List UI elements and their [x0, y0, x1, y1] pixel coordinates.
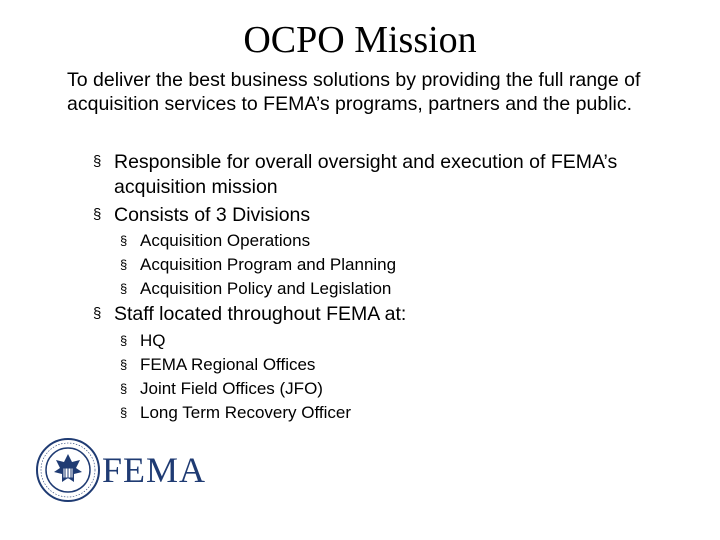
sub-bullet-regional-offices	[120, 353, 680, 377]
bullet-marker: §	[120, 381, 128, 396]
bullet-text: Acquisition Policy and Legislation	[140, 279, 392, 298]
bullet-text: Long Term Recovery Officer	[140, 403, 352, 422]
sub-bullet-jfo	[120, 377, 680, 401]
bullet-marker: §	[93, 206, 102, 223]
bullet-marker: §	[120, 357, 128, 372]
bullet-divisions	[93, 203, 693, 228]
bullet-marker: §	[93, 153, 102, 170]
bullet-marker: §	[120, 405, 128, 420]
mission-statement: To deliver the best business solutions by providing the full range of acquisition services to FEMA’s programs, partners and the public.	[67, 69, 641, 115]
bullet-staff	[93, 302, 693, 327]
sub-bullet-hq	[120, 329, 680, 353]
bullet-text: FEMA Regional Offices	[140, 355, 316, 374]
fema-wordmark: FEMA	[102, 450, 207, 490]
bullet-text: Consists of 3 Divisions	[114, 204, 311, 226]
bullet-text: Joint Field Offices (JFO)	[140, 379, 323, 398]
bullet-responsible	[93, 150, 693, 199]
fema-logo	[36, 438, 216, 502]
sub-bullet-acquisition-operations	[120, 229, 680, 253]
bullet-marker: §	[120, 257, 128, 272]
dhs-seal-icon	[36, 438, 100, 502]
bullet-text: Acquisition Operations	[140, 231, 311, 250]
bullet-text: Staff located throughout FEMA at:	[114, 303, 407, 325]
slide-title: OCPO Mission	[243, 19, 477, 61]
sub-bullet-acquisition-policy	[120, 277, 680, 301]
bullet-marker: §	[120, 233, 128, 248]
sub-bullet-acquisition-program	[120, 253, 680, 277]
bullet-marker: §	[120, 333, 128, 348]
sub-bullet-recovery-officer	[120, 401, 680, 425]
bullet-marker: §	[120, 281, 128, 296]
bullet-marker: §	[93, 305, 102, 322]
bullet-text: Responsible for overall oversight and execution of FEMA’s acquisition mission	[114, 151, 618, 198]
bullet-text: HQ	[140, 331, 166, 350]
bullet-text: Acquisition Program and Planning	[140, 255, 397, 274]
